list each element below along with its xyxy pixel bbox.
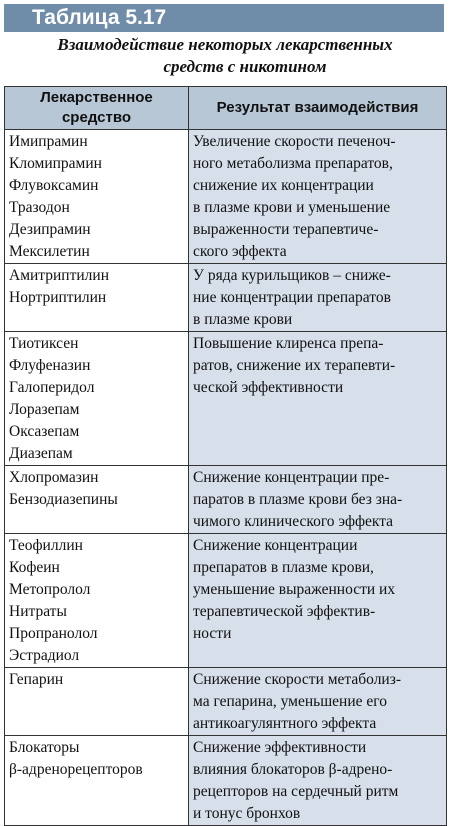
result-text-line: ного метаболизма препаратов, [193, 155, 393, 172]
drug-name: Мексилетин [9, 243, 90, 260]
drug-name: Флуфеназин [9, 357, 91, 374]
drug-name: Галоперидол [9, 379, 95, 396]
drug-name: Бензодиазепины [9, 491, 118, 508]
result-cell [189, 466, 447, 534]
drug-cell [5, 264, 189, 332]
result-text-line: ского эффекта [193, 243, 287, 260]
drug-name: Имипрамин [9, 133, 88, 150]
result-text-line: ности [193, 625, 232, 642]
table-row [5, 736, 447, 826]
result-cell [189, 264, 447, 332]
drug-name: Тиотиксен [9, 335, 79, 352]
table-label-bar [4, 4, 444, 32]
table-row [5, 130, 447, 264]
drug-name: Оксазепам [9, 423, 80, 440]
result-text-line: ратов, снижение их терапевти- [193, 357, 396, 374]
result-text-line: чимого клинического эффекта [193, 513, 394, 530]
table-row [5, 264, 447, 332]
drug-name: Теофиллин [9, 537, 83, 554]
drug-name: Тразодон [9, 199, 70, 216]
result-text-line: Снижение концентрации [193, 537, 358, 554]
result-text-line: Снижение концентрации пре- [193, 469, 390, 486]
drug-cell [5, 332, 189, 466]
drug-name: Дезипрамин [9, 221, 91, 238]
result-text-line: в плазме крови и уменьшение [193, 199, 391, 216]
drug-name: Гепарин [9, 671, 64, 688]
column-header-drug-line: средство [61, 109, 132, 126]
drug-name: Хлопромазин [9, 469, 99, 486]
result-text-line: ма гепарина, уменьшение его [193, 693, 387, 710]
result-text-line: Повышение клиренса препа- [193, 335, 384, 352]
result-cell [189, 736, 447, 826]
result-text-line: влияния блокаторов β-адрено- [193, 761, 393, 778]
result-text-line: паратов в плазме крови без зна- [193, 491, 403, 508]
result-text-line: препаратов в плазме крови, [193, 559, 374, 576]
table-row [5, 534, 447, 668]
result-text-line: ние концентрации препаратов [193, 289, 391, 306]
drug-cell [5, 466, 189, 534]
drug-name: Амитриптилин [9, 267, 109, 284]
drug-name: Эстрадиол [9, 647, 80, 664]
result-text-line: У ряда курильщиков – сниже- [193, 267, 391, 284]
drug-name: Нортриптилин [9, 289, 107, 306]
result-text-line: Снижение скорости метаболиз- [193, 671, 402, 688]
drug-name: Кломипрамин [9, 155, 102, 172]
result-text-line: Снижение эффективности [193, 739, 367, 756]
drug-cell [5, 130, 189, 264]
result-text-line: терапевтической эффектив- [193, 603, 376, 620]
drug-name: Пропранолол [9, 625, 98, 642]
table-header-row [5, 87, 447, 130]
drug-name: Лоразепам [9, 401, 80, 418]
drug-cell [5, 534, 189, 668]
result-cell [189, 130, 447, 264]
caption-line-2: средств с никотином [163, 57, 327, 76]
result-cell [189, 332, 447, 466]
drug-name: β-адренорецепторов [9, 761, 143, 778]
result-text-line: антикоагулянтного эффекта [193, 715, 377, 732]
result-text-line: снижение их концентрации [193, 177, 374, 194]
result-text-line: Увеличение скорости печеноч- [193, 133, 396, 150]
interaction-table [4, 86, 447, 826]
table-row [5, 466, 447, 534]
table-row [5, 668, 447, 736]
drug-cell [5, 736, 189, 826]
result-text-line: в плазме крови [193, 311, 293, 328]
table-label: Таблица 5.17 [32, 6, 167, 29]
drug-cell [5, 668, 189, 736]
drug-name: Флувоксамин [9, 177, 99, 194]
result-cell [189, 534, 447, 668]
result-text-line: рецепторов на сердечный ритм [193, 783, 399, 800]
table-caption [0, 34, 450, 78]
column-header-result: Результат взаимодействия [189, 87, 447, 130]
table-row [5, 332, 447, 466]
drug-name: Нитраты [9, 603, 67, 620]
result-text-line: ческой эффективности [193, 379, 344, 396]
result-text-line: и тонус бронхов [193, 805, 301, 822]
drug-name: Метопролол [9, 581, 91, 598]
column-header-drug [5, 87, 189, 130]
caption-line-1: Взаимодействие некоторых лекарственных [57, 35, 393, 54]
column-header-drug-line: Лекарственное [40, 89, 153, 106]
result-cell [189, 668, 447, 736]
result-text-line: выраженности терапевтиче- [193, 221, 379, 238]
drug-name: Диазепам [9, 445, 73, 462]
drug-name: Кофеин [9, 559, 60, 576]
result-text-line: уменьшение выраженности их [193, 581, 396, 598]
drug-name: Блокаторы [9, 739, 80, 756]
